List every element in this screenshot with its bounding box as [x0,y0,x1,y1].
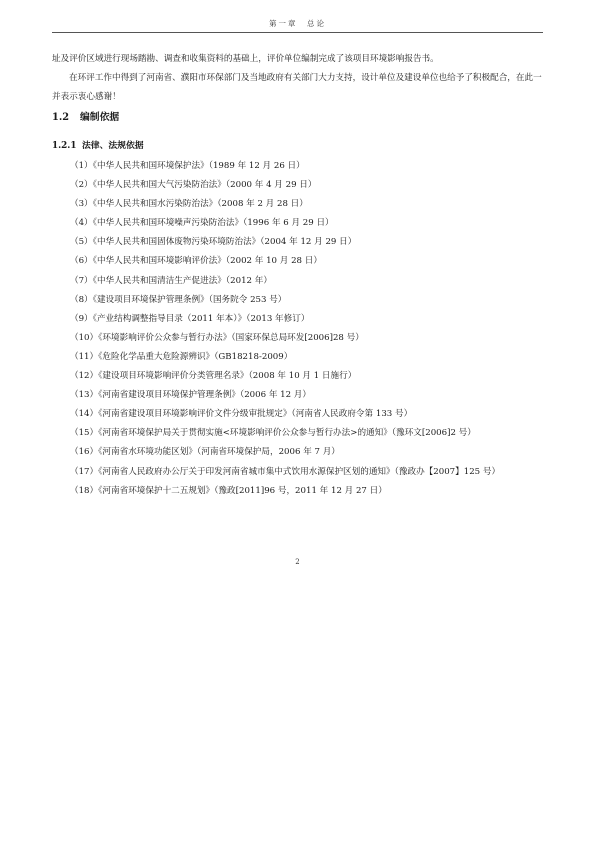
list-item: （13）《河南省建设项目环境保护管理条例》（2006 年 12 月） [70,390,311,401]
list-item: （2）《中华人民共和国大气污染防治法》（2000 年 4 月 29 日） [70,180,317,191]
list-item: （12）《建设项目环境影响评价分类管理名录》（2008 年 10 月 1 日施行） [70,371,357,382]
section-heading [52,107,543,129]
running-header: 第一章 总论 [269,19,326,28]
list-item: （8）《建设项目环境保护管理条例》（国务院令 253 号） [70,294,287,305]
list-item: （17）《河南省人民政府办公厅关于印发河南省城市集中式饮用水源保护区划的通知》（豫政办【2007】125 号） [70,466,501,477]
subsection-heading [52,135,543,157]
list-item: （18）《河南省环境保护十二五规划》（豫政[2011]96 号，2011 年 12 月 27 日） [70,485,387,496]
list-item: （7）《中华人民共和国清洁生产促进法》（2012 年） [70,275,272,286]
subsection-number: 1.2.1 [52,141,77,151]
intro-paragraph-2: 在环评工作中得到了河南省、濮阳市环保部门及当地政府有关部门大力支持，设计单位及建设单位也给予了积极配合，在此一并表示衷心感谢！ [52,73,542,102]
list-item: （6）《中华人民共和国环境影响评价法》（2002 年 10 月 28 日） [70,256,322,267]
list-item: （11）《危险化学品重大危险源辨识》（GB18218-2009） [70,351,293,362]
section-number: 1.2 [52,112,70,123]
list-item: （10）《环境影响评价公众参与暂行办法》（国家环保总局环发[2006]28 号） [70,332,364,343]
list-item: （1）《中华人民共和国环境保护法》（1989 年 12 月 26 日） [70,161,305,171]
list-item: （3）《中华人民共和国水污染防治法》（2008 年 2 月 28 日） [70,199,308,210]
list-item: （4）《中华人民共和国环境噪声污染防治法》（1996 年 6 月 29 日） [70,218,334,229]
list-item: （14）《河南省建设项目环境影响评价文件分级审批规定》（河南省人民政府令第 133 号） [70,409,413,420]
header-rule [52,32,543,33]
list-item: （15）《河南省环境保护局关于贯彻实施<环境影响评价公众参与暂行办法>的通知》（豫环文[2006]2 号） [70,428,476,439]
list-item: （9）《产业结构调整指导目录（2011 年本）》（2013 年修订） [70,313,310,324]
subsection-title: 法律、法规依据 [82,141,144,151]
section-title: 编制依据 [80,112,120,123]
page-body [52,50,543,501]
reference-list [52,157,543,501]
list-item: （16）《河南省水环境功能区划》（河南省环境保护局，2006 年 7 月） [70,447,340,458]
intro-paragraph-1: 址及评价区域进行现场踏勘、调查和收集资料的基础上，评价单位编制完成了该项目环境影响报告书。 [52,54,439,64]
page-number: 2 [295,558,300,566]
list-item: （5）《中华人民共和国固体废物污染环境防治法》（2004 年 12 月 29 日） [70,237,357,248]
